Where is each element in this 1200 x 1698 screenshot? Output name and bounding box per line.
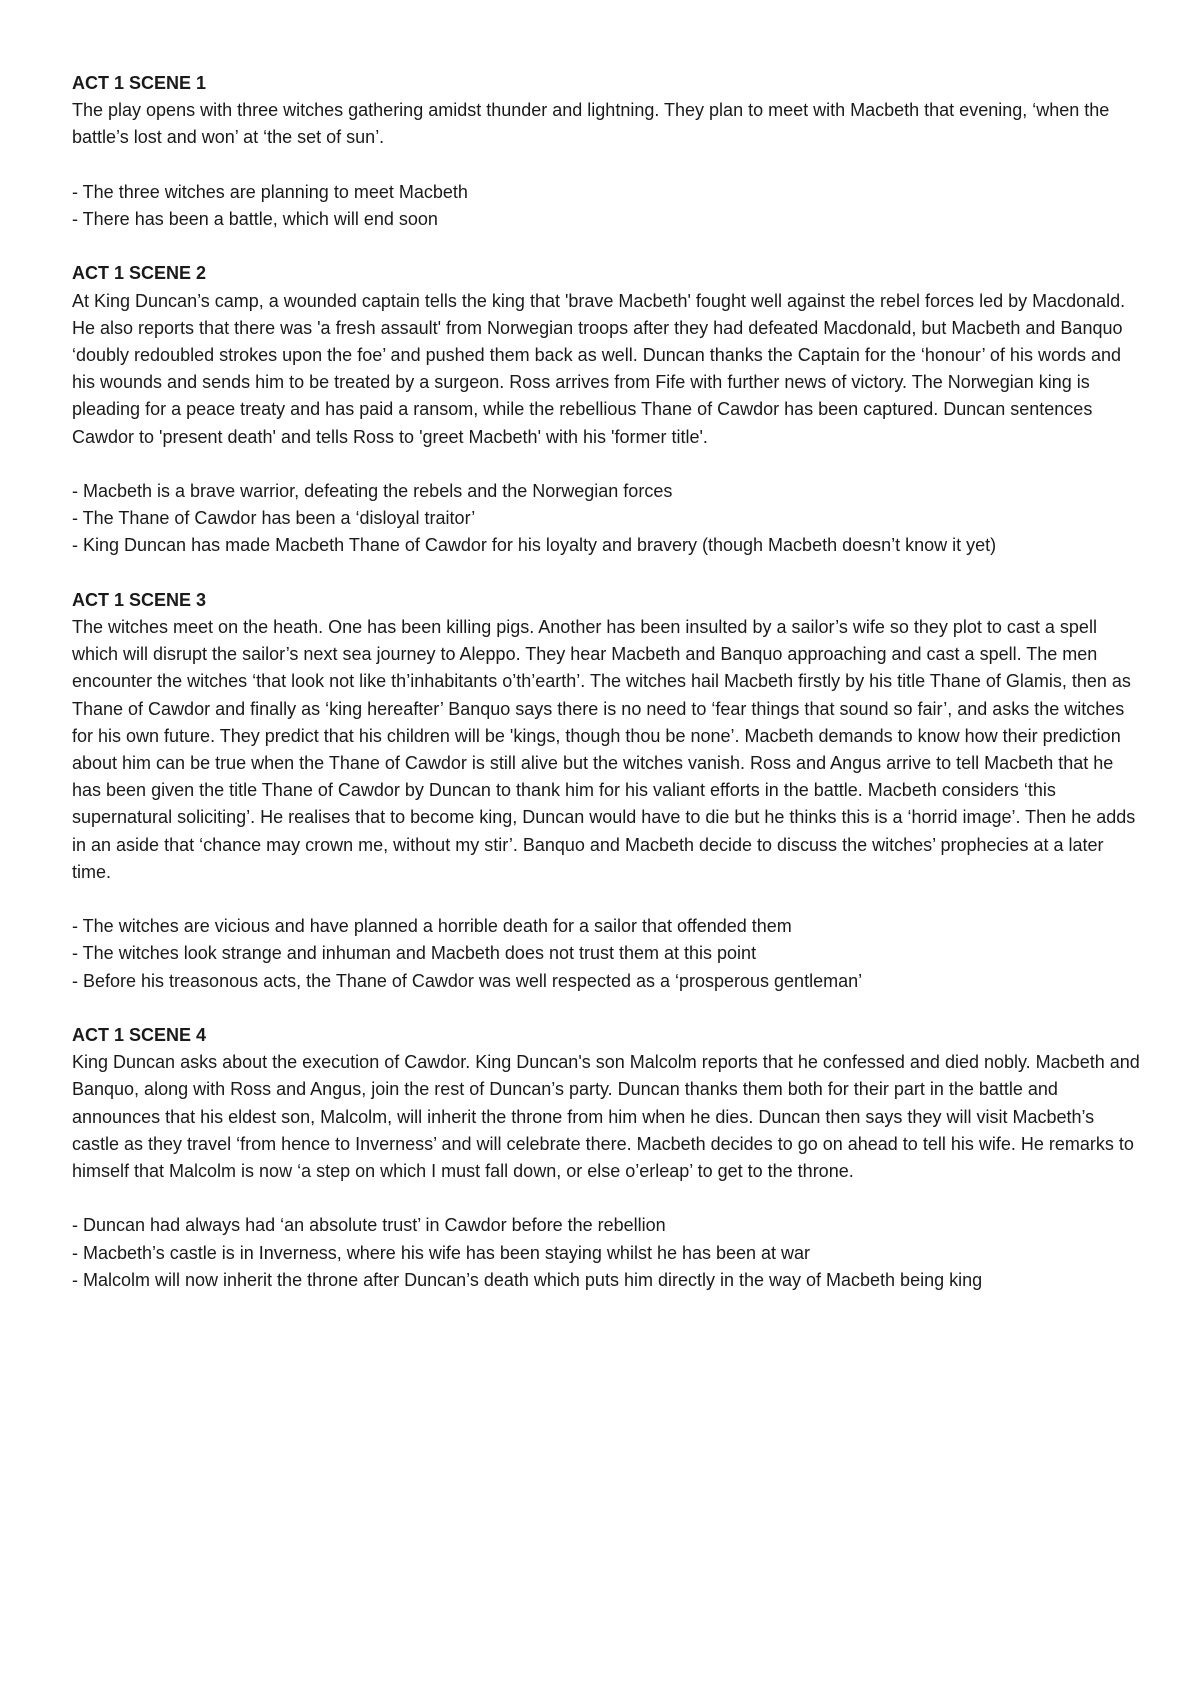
key-points-list: [72, 1212, 1140, 1294]
key-points-list: [72, 913, 1140, 995]
scene-summary: King Duncan asks about the execution of Cawdor. King Duncan's son Malcolm reports that he confessed and died nobly. Macbeth and Banquo, along with Ross and Angus, join the rest of Duncan’s party. Duncan thanks them both for their part in the battle and announces that his eldest son, Malcolm, will inherit the throne from him when he dies. Duncan then says they will visit Macbeth’s castle as they travel ‘from hence to Inverness’ and will celebrate there. Macbeth decides to go on ahead to tell his wife. He remarks to himself that Malcolm is now ‘a step on which I must fall down, or else o’erleap’ to get to the throne.: [72, 1052, 1140, 1182]
scene-heading: ACT 1 SCENE 4: [72, 1025, 207, 1046]
scene-summary: The play opens with three witches gathering amidst thunder and lightning. They plan to meet with Macbeth that evening, ‘when the battle’s lost and won’ at ‘the set of sun’.: [72, 100, 1110, 148]
key-point: - The witches look strange and inhuman and Macbeth does not trust them at this point: [72, 940, 1140, 967]
key-point: - King Duncan has made Macbeth Thane of Cawdor for his loyalty and bravery (though Macbeth doesn’t know it yet): [72, 532, 1140, 559]
scene-heading: ACT 1 SCENE 2: [72, 263, 207, 284]
key-point: - The Thane of Cawdor has been a ‘disloyal traitor’: [72, 505, 1140, 532]
scene-section-4: [72, 1022, 1140, 1294]
key-point: - The witches are vicious and have planned a horrible death for a sailor that offended them: [72, 913, 1140, 940]
key-point: - Malcolm will now inherit the throne after Duncan’s death which puts him directly in the way of Macbeth being king: [72, 1267, 1140, 1294]
key-point: - Macbeth’s castle is in Inverness, where his wife has been staying whilst he has been at war: [72, 1240, 1140, 1267]
scene-summary: At King Duncan’s camp, a wounded captain tells the king that 'brave Macbeth' fought well against the rebel forces led by Macdonald. He also reports that there was 'a fresh assault' from Norwegian troops after they had defeated Macdonald, but Macbeth and Banquo ‘doubly redoubled strokes upon the foe’ and pushed them back as well. Duncan thanks the Captain for the ‘honour’ of his words and his wounds and sends him to be treated by a surgeon. Ross arrives from Fife with further news of victory. The Norwegian king is pleading for a peace treaty and has paid a ransom, while the rebellious Thane of Cawdor has been captured. Duncan sentences Cawdor to 'present death' and tells Ross to 'greet Macbeth' with his 'former title'.: [72, 290, 1126, 447]
key-point: - There has been a battle, which will end soon: [72, 206, 1140, 233]
scene-section-1: [72, 70, 1140, 233]
scene-heading: ACT 1 SCENE 1: [72, 73, 207, 93]
scene-section-2: [72, 260, 1140, 559]
key-point: - Macbeth is a brave warrior, defeating the rebels and the Norwegian forces: [72, 478, 1140, 505]
key-point: - Before his treasonous acts, the Thane of Cawdor was well respected as a ‘prosperous gentleman’: [72, 968, 1140, 995]
scene-summary: The witches meet on the heath. One has been killing pigs. Another has been insulted by a sailor’s wife so they plot to cast a spell which will disrupt the sailor’s next sea journey to Aleppo. They hear Macbeth and Banquo approaching and cast a spell. The men encounter the witches ‘that look not like th’inhabitants o’th’earth’. The witches hail Macbeth firstly by his title Thane of Glamis, then as Thane of Cawdor and finally as ‘king hereafter’ Banquo says there is no need to ‘fear things that sound so fair’, and asks the witches for his own future. They predict that his children will be 'kings, though thou be none’. Macbeth demands to know how their prediction about him can be true when the Thane of Cawdor is still alive but the witches vanish. Ross and Angus arrive to tell Macbeth that he has been given the title Thane of Cawdor by Duncan to thank him for his valiant efforts in the battle. Macbeth considers ‘this supernatural soliciting’. He realises that to become king, Duncan would have to die but he thinks this is a ‘horrid image’. Then he adds in an aside that ‘chance may crown me, without my stir’. Banquo and Macbeth decide to discuss the witches’ prophecies at a later time.: [72, 617, 1136, 882]
key-points-list: [72, 179, 1140, 233]
key-point: - Duncan had always had ‘an absolute trust’ in Cawdor before the rebellion: [72, 1212, 1140, 1239]
key-points-list: [72, 478, 1140, 560]
scene-heading: ACT 1 SCENE 3: [72, 589, 207, 610]
scene-section-3: [72, 587, 1140, 995]
key-point: - The three witches are planning to meet Macbeth: [72, 179, 1140, 206]
